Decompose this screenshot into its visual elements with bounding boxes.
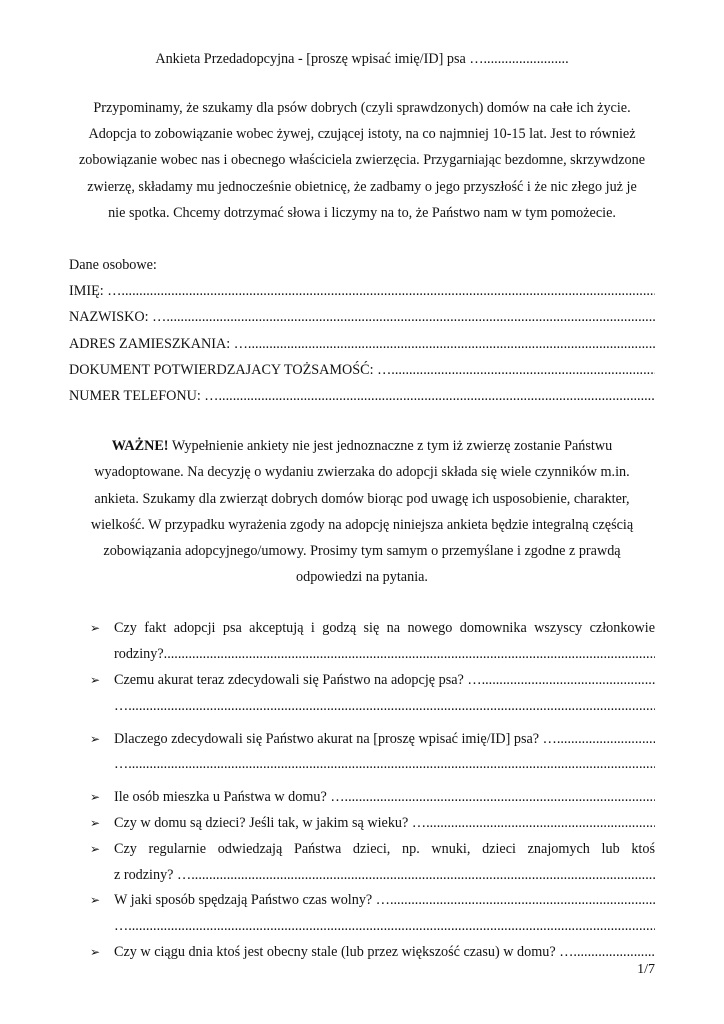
intro-line: nie spotka. Chcemy dotrzymać słowa i liczymy na to, że Państwo nam w tym pomożecie. [108, 204, 616, 221]
answer-line[interactable] [114, 914, 655, 940]
arrow-bullet-icon: ➢ [90, 731, 101, 746]
fill-in-dots [128, 694, 655, 720]
field-label: NUMER TELEFONU: … [69, 388, 219, 405]
arrow-bullet-icon: ➢ [90, 816, 101, 831]
fill-in-dots [426, 811, 655, 837]
question-text: Czemu akurat teraz zdecydowali się Państwo na adopcję psa? … [114, 672, 482, 689]
important-label: WAŻNE! [111, 438, 169, 455]
answer-line[interactable] [114, 785, 655, 811]
fill-in-dots [390, 888, 655, 914]
question-text: Czy w domu są dzieci? Jeśli tak, w jakim są wieku? … [114, 815, 427, 832]
fill-in-dots [482, 668, 655, 694]
arrow-bullet-icon: ➢ [90, 673, 101, 688]
field-label: IMIĘ: … [69, 283, 122, 300]
question-item[interactable] [69, 837, 655, 889]
fill-in-dots [248, 331, 655, 357]
document-page [69, 46, 655, 966]
field-label: ADRES ZAMIESZKANIA: … [69, 335, 248, 352]
notice-line: ankieta. Szukamy dla zwierząt dobrych domów biorąc pod uwagę ich usposobienie, charakter, [94, 490, 630, 507]
question-item[interactable] [69, 668, 655, 720]
fill-in-dots [191, 863, 655, 889]
answer-start: … [114, 918, 129, 935]
question-text: rodziny? [114, 646, 164, 663]
first-name-field[interactable] [69, 278, 655, 304]
answer-start: … [114, 756, 129, 773]
question-item[interactable] [69, 785, 655, 811]
answer-line[interactable] [114, 863, 655, 889]
answer-line[interactable] [114, 668, 655, 694]
notice-text: Wypełnienie ankiety nie jest jednoznaczne z tym iż zwierzę zostanie Państwu [168, 438, 613, 455]
answer-line[interactable] [114, 940, 655, 966]
fill-in-dots [121, 278, 655, 304]
arrow-bullet-icon: ➢ [90, 893, 101, 908]
fill-in-dots [391, 357, 655, 383]
arrow-bullet-icon: ➢ [90, 621, 101, 636]
surname-field[interactable] [69, 304, 655, 330]
answer-line[interactable] [114, 888, 655, 914]
question-item[interactable] [69, 811, 655, 837]
fill-in-dots [219, 383, 656, 409]
arrow-bullet-icon: ➢ [90, 790, 101, 805]
question-text: Czy regularnie odwiedzają Państwa dzieci, np. wnuki, dzieci znajomych lub ktoś [114, 840, 655, 857]
fill-in-dots [345, 785, 655, 811]
question-item[interactable] [69, 940, 655, 966]
question-item[interactable] [69, 727, 655, 779]
fill-in-dots [128, 752, 655, 778]
fill-in-dots [164, 642, 655, 668]
fill-in-dots [557, 727, 655, 753]
fill-in-dots [166, 304, 655, 330]
arrow-bullet-icon: ➢ [90, 841, 101, 856]
answer-line[interactable] [114, 752, 655, 778]
notice-line [75, 433, 649, 459]
intro-line: Przypominamy, że szukamy dla psów dobrych (czyli sprawdzonych) domów na całe ich życie. [93, 100, 631, 116]
question-text: Dlaczego zdecydowali się Państwo akurat na [proszę wpisać imię/ID] psa? … [114, 730, 557, 747]
question-item[interactable] [69, 888, 655, 940]
intro-line: zwierzę, składamy mu jednocześnie obietnicę, że zadbamy o jego przyszłość i że nic złego już je [87, 178, 637, 195]
question-text: Czy fakt adopcji psa akceptują i godzą się na nowego domownika wszyscy członkowie [114, 620, 655, 637]
intro-line: Adopcja to zobowiązanie wobec żywej, czującej istoty, na co najmniej 10-15 lat. Jest to również [88, 126, 636, 143]
fill-in-dots [128, 914, 655, 940]
question-text: W jaki sposób spędzają Państwo czas wolny? … [114, 892, 390, 909]
answer-start: … [114, 697, 129, 714]
phone-number-field[interactable] [69, 383, 655, 409]
important-notice [69, 433, 655, 590]
id-document-field[interactable] [69, 357, 655, 383]
notice-line: wyadoptowane. Na decyzję o wydaniu zwierzaka do adopcji składa się wiele czynników m.in. [94, 464, 630, 481]
notice-line: odpowiedzi na pytania. [296, 569, 428, 586]
questions-list [69, 616, 655, 965]
notice-line: wielkość. W przypadku wyrażenia zgody na adopcję niniejsza ankieta będzie integralną częścią [90, 516, 634, 533]
personal-data-heading: Dane osobowe: [69, 257, 157, 274]
personal-data-section [69, 252, 655, 409]
intro-paragraph [69, 95, 655, 226]
field-label: NAZWISKO: … [69, 309, 167, 326]
question-text: Ile osób mieszka u Państwa w domu? … [114, 789, 345, 806]
arrow-bullet-icon: ➢ [90, 945, 101, 960]
question-item[interactable] [69, 616, 655, 668]
intro-line: zobowiązanie wobec nas i obecnego właściciela zwierzęcia. Przygarniając bezdomne, skrzywdzone [78, 152, 646, 169]
answer-line[interactable] [114, 727, 655, 753]
answer-line[interactable] [114, 694, 655, 720]
page-number: 1/7 [637, 962, 655, 977]
field-label: DOKUMENT POTWIERDZAJACY TOŻSAMOŚĆ: … [69, 361, 392, 378]
page-title: Ankieta Przedadopcyjna - [proszę wpisać imię/ID] psa …........................ [155, 51, 569, 67]
question-text: z rodziny? … [114, 866, 192, 883]
answer-line[interactable] [114, 642, 655, 668]
notice-line: zobowiązania adopcyjnego/umowy. Prosimy tym samym o przemyślane i zgodne z prawdą [103, 543, 621, 560]
question-text: Czy w ciągu dnia ktoś jest obecny stale (lub przez większość czasu) w domu? … [114, 944, 574, 961]
answer-line[interactable] [114, 811, 655, 837]
address-field[interactable] [69, 331, 655, 357]
